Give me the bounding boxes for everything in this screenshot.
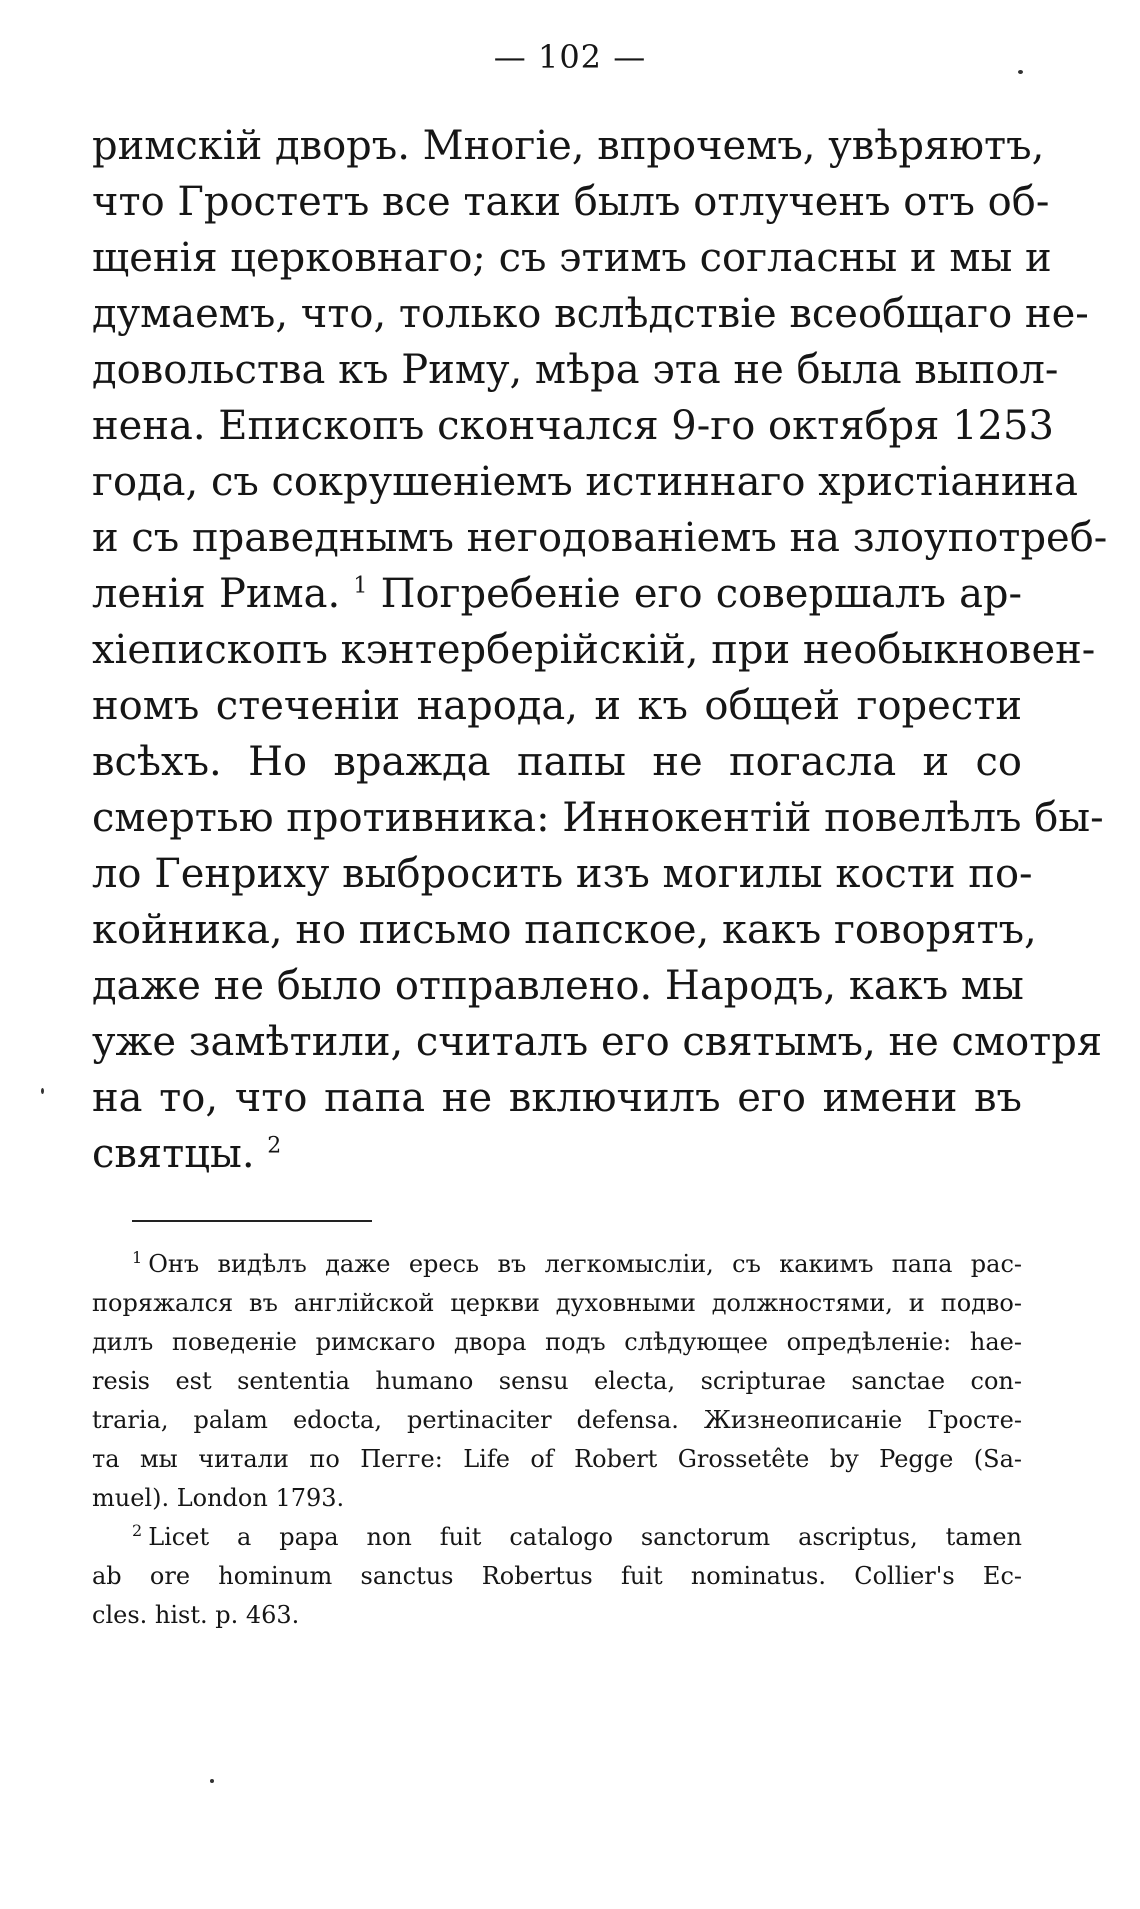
footnote-ref-1: 1 [353,573,368,599]
footnote-1-line [92,1245,1022,1284]
text-line: смертью противника: Иннокентій повелѣлъ бы- [92,795,1104,841]
footnote-1-marker: 1 [132,1248,143,1267]
text-line-with-footnote-ref [92,566,1022,622]
text-segment: Погребеніе его совершалъ ар- [380,571,1023,617]
text-segment: ленія Рима. [92,571,341,617]
page-number: — 102 — [493,38,647,76]
text-line: думаемъ, что, только вслѣдствіе всеобщаго не- [92,291,1089,337]
footnote-2-marker: 2 [132,1521,143,1540]
scan-speck [210,1779,214,1783]
text-line: уже замѣтили, считалъ его святымъ, не смотря [92,1019,1103,1065]
scan-speck [41,1088,44,1094]
text-line: ло Генриху выбросить изъ могилы кости по- [92,851,1033,897]
footnote-text: Licet a papa non fuit catalogo sanctorum ascriptus, tamen [148,1523,1022,1551]
footnote-1-line: поряжался въ англійской церкви духовными должностями, и подво- [92,1289,1022,1317]
footnotes [92,1245,1022,1635]
footnote-1-line: resis est sententia humano sensu electa, scripturae sanctae con- [92,1367,1022,1395]
text-line: нена. Епископъ скончался 9-го октября 1253 [92,403,1054,449]
footnote-2-line: cles. hist. p. 463. [92,1601,300,1629]
text-segment: святцы. [92,1131,255,1177]
text-line: номъ стеченіи народа, и къ общей горести [92,683,1022,729]
scan-speck [1018,70,1023,74]
footnote-1-line: muel). London 1793. [92,1484,345,1512]
text-line: всѣхъ. Но вражда папы не погасла и со [92,739,1022,785]
text-line: хіепископъ кэнтерберійскій, при необыкновен- [92,627,1096,673]
footnote-1-line: та мы читали по Пегге: Life of Robert Grossetête by Pegge (Sa- [92,1445,1022,1473]
text-line: даже не было отправлено. Народъ, какъ мы [92,963,1024,1009]
text-line: года, съ сокрушеніемъ истиннаго христіанина [92,459,1078,505]
footnote-1-line: traria, palam edocta, pertinaciter defensa. Жизнеописаніе Гросте- [92,1406,1022,1434]
footnote-2-line [92,1518,1022,1557]
footnote-text: Онъ видѣлъ даже ересь въ легкомысліи, съ какимъ папа рас- [148,1250,1022,1278]
footnote-2-line: ab ore hominum sanctus Robertus fuit nominatus. Collier's Ec- [92,1562,1022,1590]
text-line: щенія церковнаго; съ этимъ согласны и мы и [92,235,1052,281]
text-line: и съ праведнымъ негодованіемъ на злоупотреб- [92,515,1108,561]
text-line: довольства къ Риму, мѣра эта не была выпол- [92,347,1059,393]
text-line: римскій дворъ. Многіе, впрочемъ, увѣряютъ, [92,123,1045,169]
text-line: на то, что папа не включилъ его имени въ [92,1075,1022,1121]
text-line: что Гростетъ все таки былъ отлученъ отъ об- [92,179,1050,225]
footnote-ref-2: 2 [267,1133,282,1159]
footnote-separator [132,1220,372,1222]
text-line: койника, но письмо папское, какъ говорятъ, [92,907,1037,953]
main-text [92,118,1108,1182]
text-line-with-footnote-ref [92,1126,1022,1182]
footnote-1-line: дилъ поведеніе римскаго двора подъ слѣдующее опредѣленіе: hae- [92,1328,1022,1356]
